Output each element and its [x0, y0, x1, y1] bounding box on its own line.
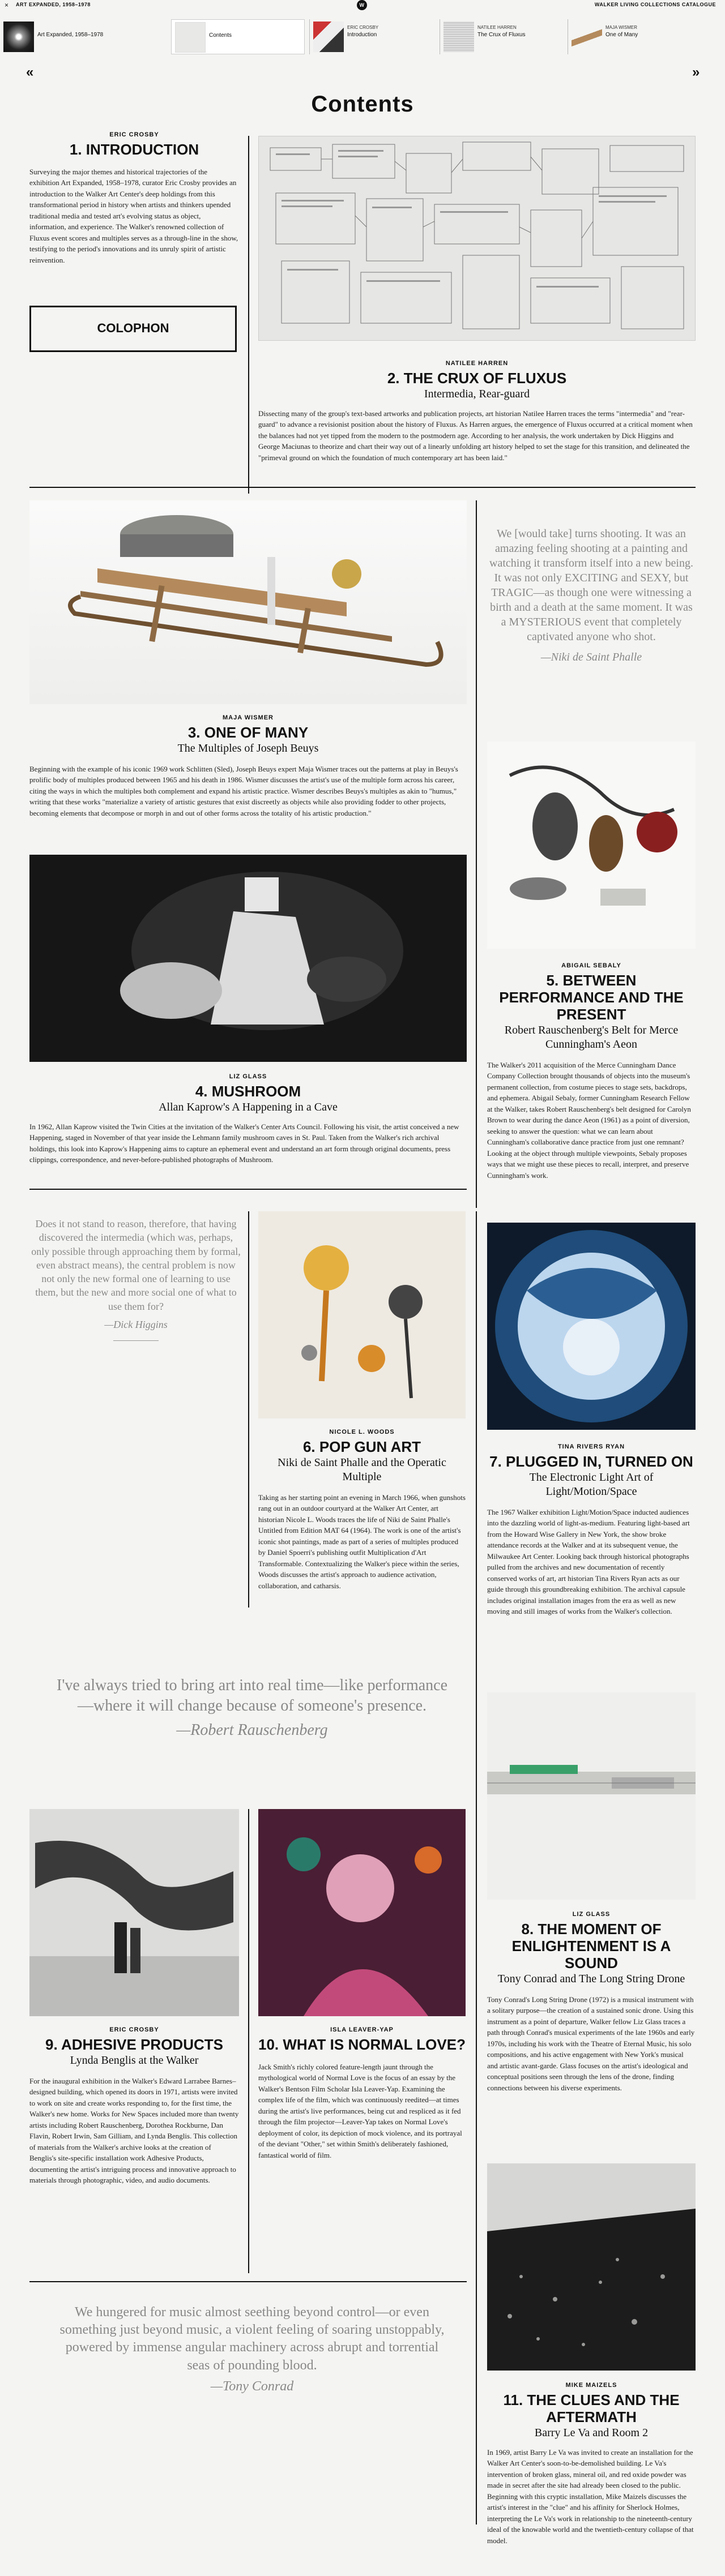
essay-card-4[interactable]: [29, 1073, 467, 1165]
essay-author: ABIGAIL SEBALY: [561, 962, 621, 969]
column-divider: [248, 136, 249, 494]
quote-text: Does it not stand to reason, therefore, that having discovered the intermedia (which was, perhaps, only possible through approaching them by formal, even abstract means), the central problem is now not only the new formal one of learning to use them, but the new and more social one of what to use them for?: [31, 1218, 241, 1312]
essay-card-6[interactable]: [258, 1429, 466, 1591]
normal-love-graphic: [258, 1809, 466, 2016]
essay-subtitle: The Electronic Light Art of Light/Motion/Space: [529, 1471, 654, 1498]
essay-summary: Taking as her starting point an evening in March 1966, when gunshots rang out in an outdoor courtyard at the Walker Art Center, art historian Nicole L. Woods traces the life of Niki de Saint Phalle's Untitled from Edition MAT 64 (1964). The work is one of the artist's iconic shot paintings, made as part of a series of multiples produced by Daniel Spoerri's publishing outfit Multiplication d'Art Transformable. Contextualizing the Walker's piece within the series, Woods discusses the artist's approach to audience activation, collaboration, and catharsis.: [258, 1493, 466, 1590]
prev-chevron-icon[interactable]: «: [26, 65, 34, 80]
essay-subtitle: Lynda Benglis at the Walker: [70, 2054, 199, 2067]
quote-attribution: —Niki de Saint Phalle: [540, 651, 642, 663]
quote-text: I've always tried to bring art into real time—like performance—where it will change because of someone's presence.: [57, 1677, 448, 1715]
quote-text: We [would take] turns shooting. It was an amazing feeling shooting at a painting and watching it transform itself into a new being. It was not only EXCITING and SEXY, but TRAGIC—as though one were witnessing a birth and a death at the same moment. It was a MYSTERIOUS event that completely captivated anyone who shot.: [489, 528, 693, 643]
fluxus-thumbnail: [443, 22, 474, 52]
quote-conrad: [57, 2304, 447, 2395]
next-chevron-icon[interactable]: »: [692, 65, 700, 80]
strip-item-kicker: MAJA WISMER: [605, 25, 638, 30]
chapter-strip: [0, 19, 725, 54]
essay-summary: For the inaugural exhibition in the Walker's Edward Larrabee Barnes–designed building, which opened its doors in 1971, artists were invited to work on site and create works responding to, for the first time, the Walker's new home. Works for New Spaces included more than twenty artists including Robert Rauschenberg, Dorothea Rockburne, Dan Flavin, Robert Irwin, Sam Gilliam, and Lynda Benglis. This collection of materials from the Walker's archive looks at the creation of Benglis's site-specific installation work Adhesive Products, documenting the artist's intriguing process and innovative approach to materials through photographic, video, and audio documents.: [29, 2076, 239, 2185]
essay-author: LIZ GLASS: [572, 1911, 611, 1918]
essay-card-11[interactable]: [487, 2382, 696, 2546]
light-art-image[interactable]: [487, 1223, 696, 1430]
strip-item-crux-of-fluxus[interactable]: [440, 19, 564, 54]
essay-title[interactable]: 8. THE MOMENT OF ENLIGHTENMENT IS A SOUND: [511, 1921, 671, 1971]
essay-title[interactable]: 2. THE CRUX OF FLUXUS: [387, 370, 567, 387]
sled-thumbnail: [572, 22, 602, 52]
light-art-graphic: [487, 1223, 696, 1430]
essay-author: TINA RIVERS RYAN: [557, 1443, 625, 1450]
contents-thumbnail: [175, 22, 206, 53]
strip-item-one-of-many[interactable]: [568, 19, 725, 54]
strip-item-title: Introduction: [347, 32, 377, 38]
adhesive-products-image[interactable]: [29, 1809, 239, 2016]
essay-subtitle: The Multiples of Joseph Beuys: [177, 741, 319, 755]
essay-subtitle: Barry Le Va and Room 2: [534, 2426, 649, 2439]
strip-item-title: Art Expanded, 1958–1978: [37, 32, 104, 38]
mushroom-graphic: [29, 855, 467, 1062]
walker-logo-icon[interactable]: W: [357, 0, 367, 10]
quote-attribution: —Tony Conrad: [210, 2378, 294, 2394]
shot-painting-image[interactable]: [258, 1211, 466, 1418]
strip-item-contents[interactable]: [171, 19, 305, 54]
fluxus-chart-image[interactable]: [258, 136, 696, 341]
essay-card-5[interactable]: [487, 962, 696, 1181]
close-icon[interactable]: ×: [5, 1, 9, 9]
sled-image[interactable]: [29, 500, 467, 704]
room-2-graphic: [487, 2163, 696, 2371]
essay-title[interactable]: 4. MUSHROOM: [195, 1083, 301, 1100]
introduction-thumbnail: [313, 22, 344, 52]
essay-author: LIZ GLASS: [229, 1073, 267, 1080]
long-string-drone-image[interactable]: [487, 1692, 696, 1900]
essay-card-10[interactable]: [258, 2026, 466, 2161]
essay-card-3[interactable]: [29, 714, 467, 818]
essay-title[interactable]: 10. WHAT IS NORMAL LOVE?: [258, 2036, 466, 2053]
strip-item-introduction[interactable]: [309, 19, 436, 54]
essay-summary: Beginning with the example of his iconic 1969 work Schlitten (Sled), Joseph Beuys expert Maja Wismer traces out the patterns at play in Beuys's prolific body of multiples produced between 1965 and his death in 1986. Wismer discusses the artist's use of the multiple form across his career, citing the ways in which the multiples both complement and expand his artistic practice. Wismer describes Beuys's multiples as akin to "humus," writing that these works "materialize a variety of artistic gestures that exist discreetly as objects while also providing fodder to other projects, becoming elements that decompose or morph in and out of other forms across the totality of his artistic production.": [29, 764, 458, 817]
essay-summary: In 1969, artist Barry Le Va was invited to create an installation for the Walker Art Center's soon-to-be-demolished building. Le Va's intervention of broken glass, mineral oil, and red oxide powder was made in secret after the site had already been closed to the public. Beginning with this cryptic installation, Mike Maizels discusses the artist's interest in the "clue" and his affinity for Sherlock Holmes, interpreting the Le Va's work in relationship to the nineteenth-century ideal of the knowable world and the twentieth-century collapse of that model.: [487, 2448, 694, 2545]
column-divider: [476, 1211, 477, 2524]
essay-summary: The 1967 Walker exhibition Light/Motion/Space inducted audiences into the dazzling world of light-as-medium. Featuring light-based art from the Howard Wise Gallery in New York, the show broke attendance records at the Walker and at its subsequent venue, the Milwaukee Art Center. Looking back through historical photographs pulled from the archives and new documentation of recently conserved works of art, art historian Tina Rivers Ryan acts as our guide through this groundbreaking exhibition. The archival capsule includes original installation images from the era as well as new moving and still images of works from the Walker's collection.: [487, 1507, 690, 1616]
strip-item-cover[interactable]: [0, 19, 168, 54]
sled-graphic: [29, 500, 467, 704]
drone-graphic: [487, 1692, 696, 1900]
essay-author: NICOLE L. WOODS: [329, 1429, 395, 1435]
essay-card-9[interactable]: [29, 2026, 239, 2186]
essay-title[interactable]: 1. INTRODUCTION: [69, 141, 199, 158]
essay-subtitle: Tony Conrad and The Long String Drone: [497, 1972, 685, 1985]
essay-subtitle: Intermedia, Rear-guard: [424, 387, 530, 400]
essay-author: MAJA WISMER: [222, 714, 274, 721]
essay-subtitle: Robert Rauschenberg's Belt for Merce Cunningham's Aeon: [504, 1023, 679, 1051]
strip-item-kicker: ERIC CROSBY: [347, 25, 379, 30]
mushroom-image[interactable]: [29, 855, 467, 1062]
column-divider: [476, 500, 477, 1208]
strip-item-title: One of Many: [605, 32, 638, 38]
essay-title[interactable]: 7. PLUGGED IN, TURNED ON: [489, 1453, 693, 1470]
essay-card-7[interactable]: [487, 1443, 696, 1617]
column-divider: [248, 1211, 249, 1608]
cover-thumbnail: [3, 22, 34, 52]
essay-author: MIKE MAIZELS: [565, 2382, 617, 2389]
row-divider: [29, 2281, 467, 2282]
essay-title[interactable]: 3. ONE OF MANY: [187, 724, 309, 741]
essay-title[interactable]: 11. THE CLUES AND THE AFTERMATH: [503, 2391, 680, 2425]
essay-summary: Dissecting many of the group's text-based artworks and publication projects, art historian Natilee Harren traces the terms "intermedia" and "rear-guard" to advance a revisionist position about the history of Fluxus. As Harren argues, the emergence of Fluxus occurred at a critical moment when the balances had not yet tipped from the modern to the postmodern age. According to her analysis, the work undertaken by Dick Higgins and George Maciunas to theorize and chart their way out of a linearly unfolding art history helped to set the stage for this transition, and delineated the "primeval ground on which the foundation of much contemporary art has been laid.": [258, 409, 693, 462]
row-divider: [29, 1189, 467, 1190]
site-brand[interactable]: ART EXPANDED, 1958–1978: [16, 2, 91, 7]
quote-higgins: [29, 1217, 242, 1341]
quote-text: We hungered for music almost seething beyond control—or even something just beyond music, a violent feeling of soaring unstoppably, powered by immense angular machinery across abrupt and torrential seas of pounding blood.: [59, 2305, 445, 2373]
normal-love-image[interactable]: [258, 1809, 466, 2016]
column-divider: [248, 1809, 249, 2273]
top-bar: [0, 0, 725, 9]
quote-saint-phalle: [487, 526, 696, 665]
essay-author: ERIC CROSBY: [109, 131, 159, 138]
essay-author: ISLA LEAVER-YAP: [330, 2026, 394, 2033]
essay-subtitle: Allan Kaprow's A Happening in a Cave: [159, 1100, 338, 1113]
essay-card-1[interactable]: [29, 131, 239, 265]
essay-summary: Jack Smith's richly colored feature-length jaunt through the mythological world of Normal Love is the focus of an essay by the Walker's Bentson Film Scholar Isla Leaver-Yap. Examining the complex life of the film, which was continuously reedited—at times during the artist's live performances, being cut and respliced as it fed through the film projector—Leaver-Yap takes on Normal Love's deployment of color, its depiction of mock violence, and its portrayal of the deviant "Other," set within Smith's deliberately fashioned, fantastical world of film.: [258, 2062, 462, 2159]
essay-card-8[interactable]: [487, 1911, 696, 2093]
strip-item-kicker: NATILEE HARREN: [477, 25, 517, 30]
catalogue-title[interactable]: WALKER LIVING COLLECTIONS CATALOGUE: [594, 2, 716, 7]
adhesive-products-graphic: [29, 1809, 239, 2016]
colophon-button[interactable]: COLOPHON: [29, 306, 237, 352]
essay-card-2[interactable]: [258, 360, 696, 463]
fluxus-diagram-graphic: [259, 136, 696, 341]
essay-summary: The Walker's 2011 acquisition of the Merce Cunningham Dance Company Collection brought thousands of objects into the museum's permanent collection, from costume pieces to stage sets, backdrops, and ephemera. Abigail Sebaly, former Cunningham Research Fellow at the Walker, takes Robert Rauschenberg's belt designed for Carolyn Brown to wear during the dance Aeon (1961) as a point of diversion, seeking to answer the question: what we can learn about Cunningham's collaborative dance practice from just one remnant? Looking at the object through multiple viewpoints, Sebaly proposes ways that we might use these pieces to recall, interpret, and preserve Cunningham's work.: [487, 1060, 691, 1180]
belt-image[interactable]: [487, 741, 696, 949]
essay-summary: In 1962, Allan Kaprow visited the Twin Cities at the invitation of the Walker's Center Arts Council. Following his visit, the artist conceived a new Happening, staged in November of that year inside the Lehmann family mushroom caves in St. Paul. Taken from the Walker's rich archival holdings, this look into Kaprow's Happening aims to capture an ephemeral event and understand an art form through original documents, press clippings, correspondence, and never-before-published photographs of Mushroom.: [29, 1122, 459, 1164]
quote-rauschenberg: [57, 1675, 447, 1741]
row-divider: [29, 487, 696, 488]
essay-author: ERIC CROSBY: [109, 2026, 159, 2033]
essay-title[interactable]: 6. POP GUN ART: [302, 1438, 421, 1455]
room-2-image[interactable]: [487, 2163, 696, 2371]
strip-item-title: Contents: [209, 32, 232, 38]
essay-summary: Tony Conrad's Long String Drone (1972) is a musical instrument with a solitary purpose—the creation of a sustained sonic drone. Using this instrument as a point of departure, Walker fellow Liz Glass traces a path through Conrad's musical experiments of the late 1960s and early 1970s, including his work with the Theatre of Eternal Music, his solo compositions, and his active engagement with New York's musical and artistic avant-garde. Glass focuses on the artist's ideological and conceptual positions seen through the lens of the drone, finding connections between his diverse experiments.: [487, 1995, 695, 2092]
belt-graphic: [487, 741, 696, 949]
strip-item-title: The Crux of Fluxus: [477, 32, 526, 38]
essay-title[interactable]: 5. BETWEEN PERFORMANCE AND THE PRESENT: [499, 972, 684, 1023]
essay-subtitle: Niki de Saint Phalle and the Operatic Multiple: [278, 1456, 446, 1483]
page-title: Contents: [311, 92, 414, 117]
essay-title[interactable]: 9. ADHESIVE PRODUCTS: [45, 2036, 223, 2053]
quote-attribution: —Robert Rauschenberg: [176, 1721, 328, 1739]
essay-summary: Surveying the major themes and historical trajectories of the exhibition Art Expanded, 1958–1978, curator Eric Crosby provides an introduction to the Walker Art Center's deep holdings from this transformational period in history when artists and thinkers upended traditional media and tested art's evolving status as object, information, and experience. The Walker's renowned collection of Fluxus event scores and multiples serves as a through-line in the show, testifying to the period's innovations and its unruly spirit of artistic reinvention.: [29, 167, 238, 264]
shot-painting-graphic: [258, 1211, 466, 1418]
quote-divider: [113, 1340, 159, 1341]
essay-author: NATILEE HARREN: [445, 360, 509, 367]
quote-attribution: —Dick Higgins: [104, 1319, 168, 1331]
